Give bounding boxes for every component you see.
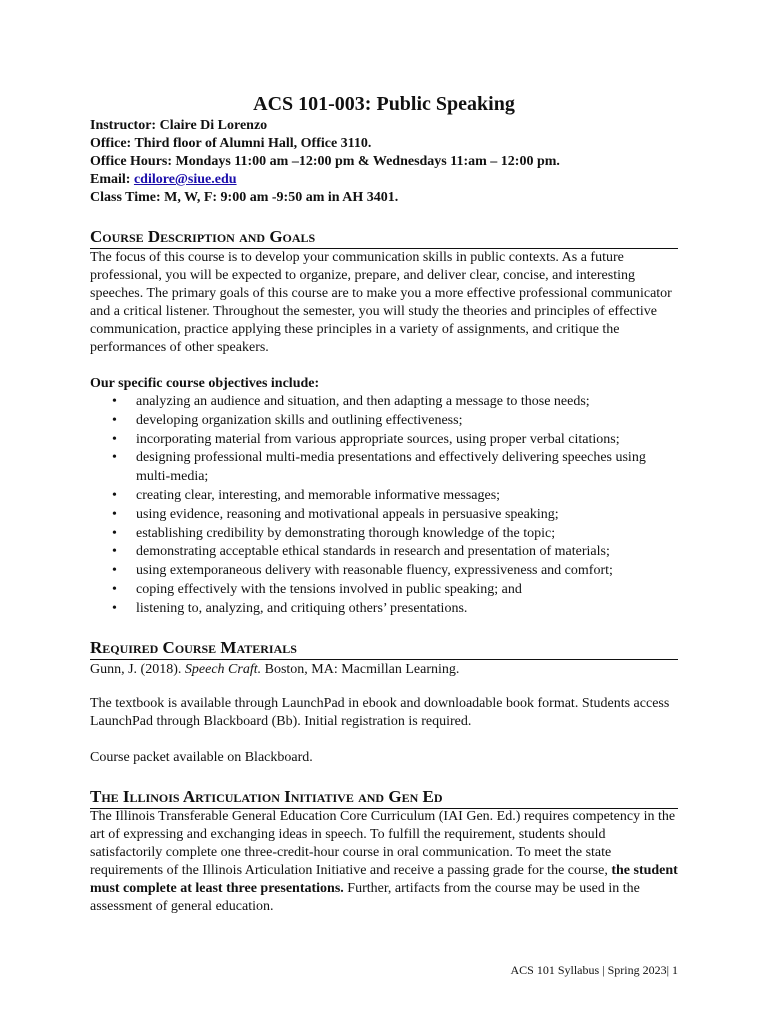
- office-hours-line: Office Hours: Mondays 11:00 am –12:00 pm & Wednesdays 11:am – 12:00 pm.: [90, 154, 560, 169]
- objective-text: establishing credibility by demonstrating thorough knowledge of the topic;: [136, 525, 556, 541]
- objective-item: [90, 506, 678, 525]
- objective-text: analyzing an audience and situation, and then adapting a message to those needs;: [136, 394, 590, 409]
- objective-item: [90, 525, 678, 544]
- document-title: ACS 101-003: Public Speaking: [253, 93, 515, 115]
- objective-text: listening to, analyzing, and critiquing others’ presentations.: [136, 600, 468, 616]
- class-time-line: Class Time: M, W, F: 9:00 am -9:50 am in AH 3401.: [90, 190, 399, 205]
- objective-text: incorporating material from various appropriate sources, using proper verbal citations;: [136, 431, 620, 447]
- objective-item: [90, 393, 678, 412]
- textbook-access-paragraph: The textbook is available through LaunchPad in ebook and downloadable book format. Students access LaunchPad through Blackboard (Bb). Initial registration is required.: [90, 696, 670, 729]
- bullet-icon: •: [112, 600, 117, 616]
- objectives-list: [90, 393, 678, 619]
- email-link[interactable]: cdilore@siue.edu: [133, 172, 237, 187]
- bullet-icon: •: [112, 563, 117, 579]
- bullet-icon: •: [112, 450, 117, 466]
- objective-item: [90, 412, 678, 431]
- page-footer: ACS 101 Syllabus | Spring 2023| 1: [510, 963, 678, 977]
- objective-text: using extemporaneous delivery with reasonable fluency, expressiveness and comfort;: [136, 563, 613, 579]
- iai-paragraph: [90, 808, 678, 916]
- objective-text: demonstrating acceptable ethical standards in research and presentation of materials;: [136, 544, 610, 560]
- textbook-citation: [90, 661, 678, 679]
- section-heading-course-description: Course Description and Goals: [90, 227, 678, 249]
- bullet-icon: •: [112, 506, 117, 522]
- objectives-heading: Our specific course objectives include:: [90, 376, 320, 391]
- course-info-block: [90, 117, 678, 207]
- instructor-line: Instructor: Claire Di Lorenzo: [90, 118, 268, 133]
- bullet-icon: •: [112, 544, 117, 560]
- email-label: Email:: [90, 172, 134, 187]
- section-heading-iai-gen-ed: The Illinois Articulation Initiative and Gen Ed: [90, 787, 678, 809]
- citation-author: Gunn, J. (2018).: [90, 662, 185, 677]
- iai-text: The Illinois Transferable General Education Core Curriculum (IAI Gen. Ed.) requires competency in the art of expressing and exchanging ideas in speech. To fulfill the requirement, students should satisfactorily complete one three-credit-hour course in oral communication. To meet the state requirements of the Illinois Articulation Initiative and receive a passing grade for the course,: [90, 809, 676, 878]
- citation-title: Speech Craft.: [184, 662, 262, 677]
- email-line: [90, 171, 678, 189]
- objective-item: [90, 449, 678, 487]
- section-heading-required-materials: Required Course Materials: [90, 638, 678, 660]
- citation-publisher: Boston, MA: Macmillan Learning.: [261, 662, 460, 677]
- objective-item: [90, 581, 678, 600]
- objective-item: [90, 600, 678, 619]
- course-description-paragraph: The focus of this course is to develop your communication skills in public contexts. As a future professional, you will be expected to organize, prepare, and deliver clear, concise, and interesting speeches. The primary goals of this course are to make you a more effective professional communicator and a critical listener. Throughout the semester, you will study the theories and principles of effective communication, practice applying these principles in a variety of assignments, and critique the performances of other speakers.: [90, 250, 672, 355]
- objective-item: [90, 487, 678, 506]
- bullet-icon: •: [112, 487, 117, 503]
- bullet-icon: •: [112, 581, 117, 597]
- bullet-icon: •: [112, 394, 117, 409]
- objective-text: designing professional multi-media presentations and effectively delivering speeches using multi-media;: [136, 450, 646, 485]
- bullet-icon: •: [112, 525, 117, 541]
- objective-item: [90, 543, 678, 562]
- objective-text: developing organization skills and outlining effectiveness;: [136, 412, 463, 428]
- objective-text: creating clear, interesting, and memorable informative messages;: [136, 487, 501, 503]
- objective-item: [90, 431, 678, 450]
- iai-text-end: Further, artifacts from the course may be used in the assessment of general education.: [90, 881, 640, 914]
- objective-text: coping effectively with the tensions involved in public speaking; and: [136, 581, 522, 597]
- bullet-icon: •: [112, 431, 117, 447]
- objective-text: using evidence, reasoning and motivational appeals in persuasive speaking;: [136, 506, 559, 522]
- course-packet-line: Course packet available on Blackboard.: [90, 750, 313, 765]
- iai-requirement-bold: the student must complete at least three presentations.: [90, 863, 678, 896]
- office-line: Office: Third floor of Alumni Hall, Office 3110.: [90, 136, 372, 151]
- bullet-icon: •: [112, 412, 117, 428]
- objective-item: [90, 562, 678, 581]
